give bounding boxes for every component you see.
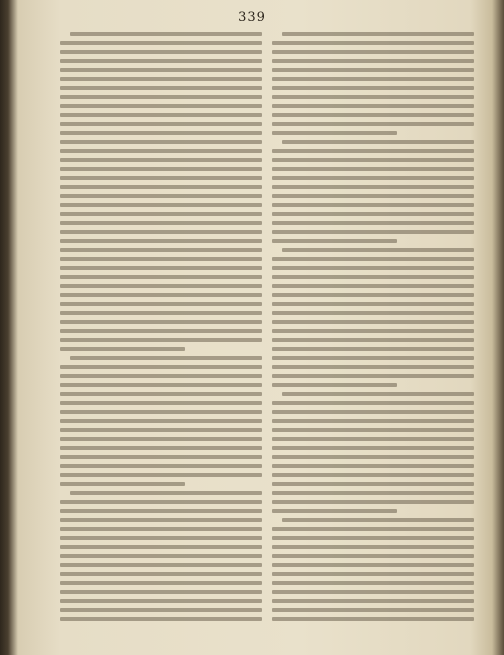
text-line (60, 167, 262, 171)
text-line (60, 122, 262, 126)
text-line (60, 464, 262, 468)
text-line (60, 86, 262, 90)
text-line (272, 68, 474, 72)
text-line (60, 230, 262, 234)
text-line (272, 230, 474, 234)
text-line (60, 455, 262, 459)
text-line (60, 248, 262, 252)
text-line (60, 347, 185, 351)
text-line (60, 599, 262, 603)
text-line (60, 185, 262, 189)
text-line (272, 221, 474, 225)
text-line (272, 266, 474, 270)
text-line (272, 320, 474, 324)
text-line (70, 491, 262, 495)
text-line (272, 536, 474, 540)
text-line (272, 581, 474, 585)
text-line (60, 365, 262, 369)
text-line (60, 293, 262, 297)
text-line (60, 329, 262, 333)
text-line (60, 140, 262, 144)
text-line (60, 545, 262, 549)
text-line (272, 77, 474, 81)
text-line (272, 599, 474, 603)
text-line (272, 446, 474, 450)
text-line (60, 563, 262, 567)
text-line (272, 167, 474, 171)
text-line (60, 194, 262, 198)
text-line (272, 410, 474, 414)
text-line (272, 275, 474, 279)
text-line (282, 32, 474, 36)
text-line (60, 131, 262, 135)
text-line (272, 86, 474, 90)
text-line (272, 257, 474, 261)
text-line (272, 401, 474, 405)
text-line (60, 338, 262, 342)
text-column-right (272, 32, 474, 626)
text-line (60, 527, 262, 531)
text-line (272, 212, 474, 216)
text-line (272, 500, 474, 504)
text-line (60, 239, 262, 243)
text-line (60, 536, 262, 540)
text-line (60, 68, 262, 72)
text-line (60, 320, 262, 324)
text-line (60, 158, 262, 162)
text-line (60, 509, 262, 513)
text-line (272, 473, 474, 477)
text-line (60, 554, 262, 558)
text-line (60, 149, 262, 153)
text-line (272, 293, 474, 297)
text-line (60, 401, 262, 405)
text-line (60, 428, 262, 432)
text-line (272, 347, 474, 351)
text-line (70, 356, 262, 360)
text-line (60, 257, 262, 261)
text-line (272, 131, 397, 135)
text-line (60, 572, 262, 576)
text-line (272, 428, 474, 432)
text-line (272, 311, 474, 315)
text-line (60, 104, 262, 108)
text-line (272, 482, 474, 486)
text-line (60, 275, 262, 279)
page-number: 339 (238, 10, 266, 25)
text-line (282, 140, 474, 144)
text-line (60, 581, 262, 585)
text-line (70, 32, 262, 36)
text-line (272, 203, 474, 207)
text-line (272, 491, 474, 495)
text-line (272, 158, 474, 162)
text-line (272, 50, 474, 54)
text-line (60, 41, 262, 45)
text-line (272, 527, 474, 531)
text-line (60, 77, 262, 81)
text-line (60, 284, 262, 288)
text-line (60, 392, 262, 396)
text-line (60, 212, 262, 216)
text-line (272, 59, 474, 63)
text-line (272, 419, 474, 423)
text-line (60, 203, 262, 207)
text-line (272, 104, 474, 108)
text-line (272, 572, 474, 576)
text-line (272, 365, 474, 369)
text-line (60, 221, 262, 225)
text-line (60, 473, 262, 477)
text-line (272, 356, 474, 360)
text-line (60, 410, 262, 414)
text-line (60, 437, 262, 441)
text-line (60, 50, 262, 54)
text-line (60, 302, 262, 306)
text-line (60, 383, 262, 387)
text-line (272, 41, 474, 45)
text-line (272, 554, 474, 558)
text-line (272, 185, 474, 189)
text-line (272, 176, 474, 180)
text-line (60, 419, 262, 423)
text-line (272, 509, 397, 513)
text-line (272, 590, 474, 594)
text-line (272, 383, 397, 387)
text-line (272, 329, 474, 333)
text-line (60, 59, 262, 63)
text-line (272, 608, 474, 612)
text-line (282, 248, 474, 252)
text-line (272, 464, 474, 468)
text-line (272, 617, 474, 621)
text-line (272, 338, 474, 342)
text-line (272, 149, 474, 153)
text-line (272, 113, 474, 117)
text-line (272, 239, 397, 243)
text-line (60, 617, 262, 621)
text-line (272, 374, 474, 378)
text-line (60, 374, 262, 378)
text-line (60, 311, 262, 315)
text-line (272, 284, 474, 288)
text-column-left (60, 32, 262, 626)
text-line (60, 608, 262, 612)
text-line (60, 95, 262, 99)
text-line (282, 392, 474, 396)
text-line (60, 113, 262, 117)
text-line (60, 518, 262, 522)
text-line (60, 482, 185, 486)
text-line (60, 176, 262, 180)
text-line (60, 590, 262, 594)
text-line (60, 266, 262, 270)
text-line (272, 95, 474, 99)
text-line (272, 122, 474, 126)
text-line (60, 500, 262, 504)
text-line (272, 194, 474, 198)
text-line (272, 545, 474, 549)
text-line (272, 563, 474, 567)
text-line (60, 446, 262, 450)
text-line (272, 302, 474, 306)
text-line (272, 437, 474, 441)
text-line (272, 455, 474, 459)
text-line (282, 518, 474, 522)
